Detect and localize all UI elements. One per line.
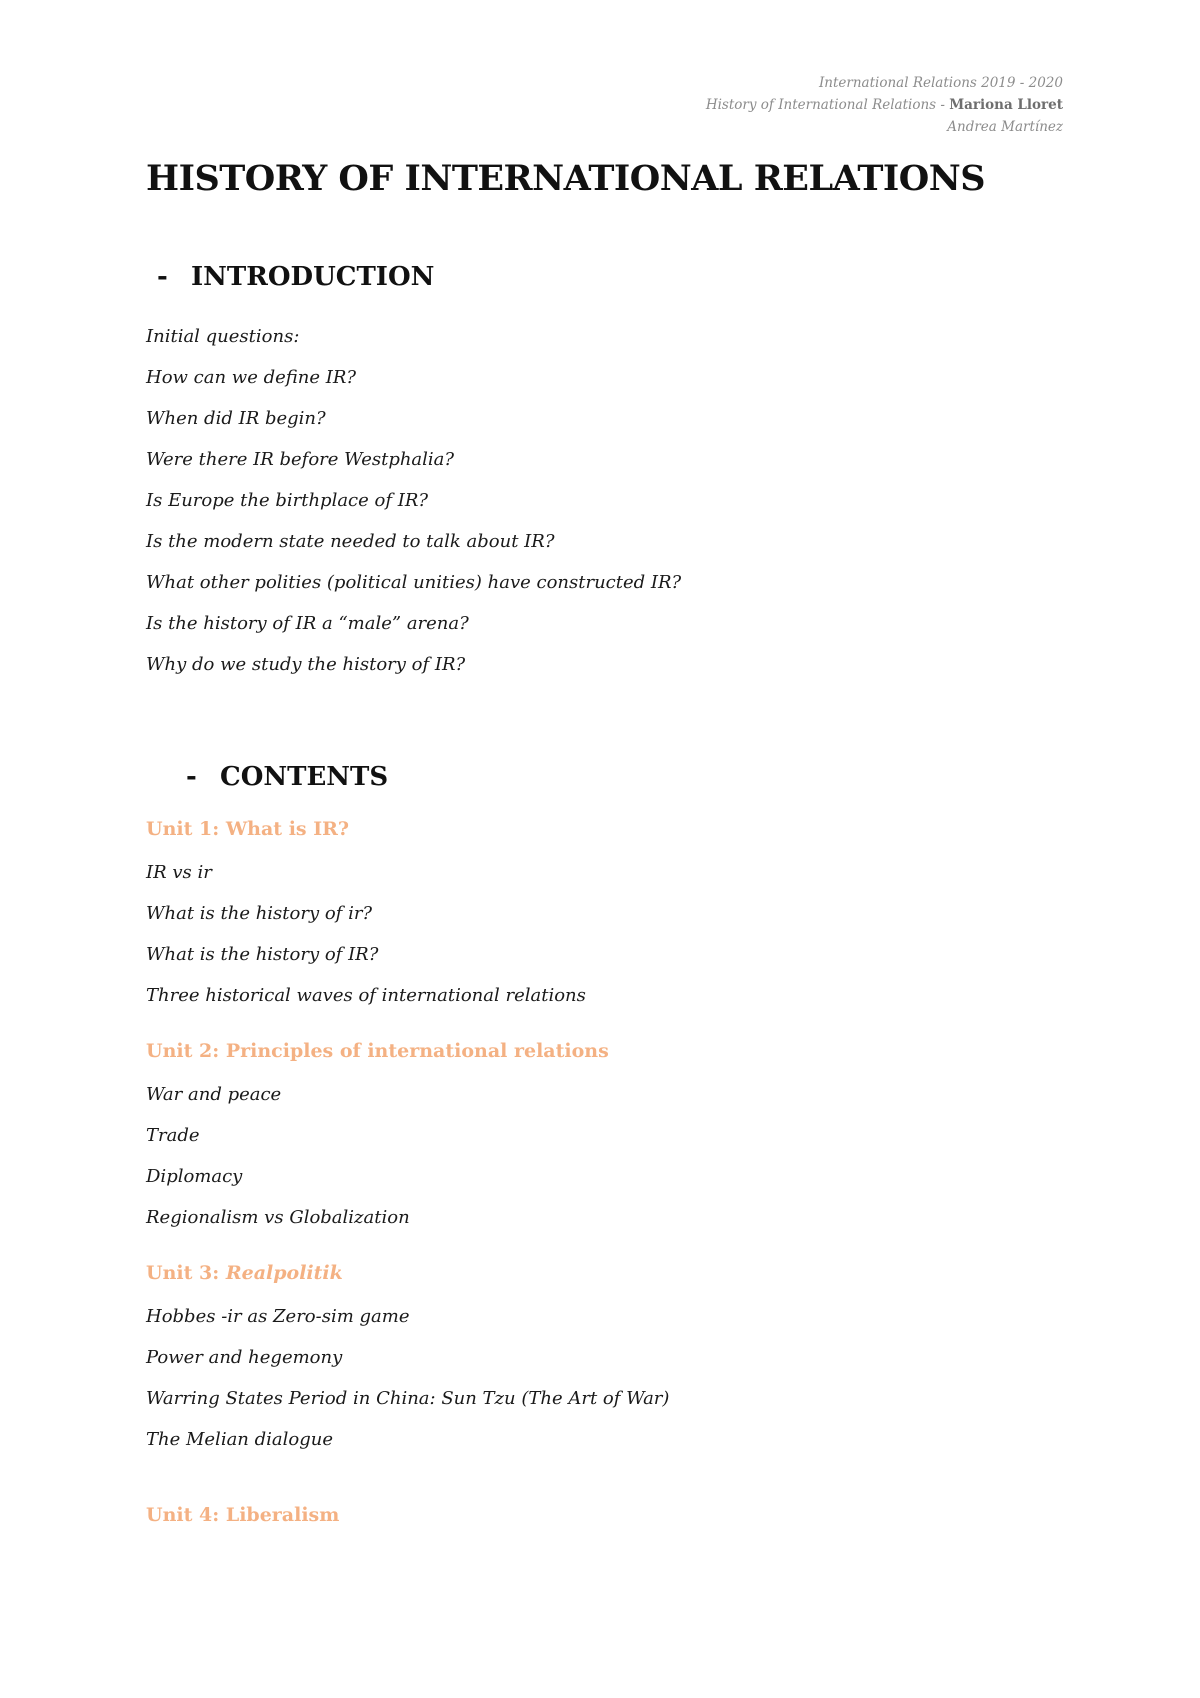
- header-teacher: Mariona Lloret: [949, 97, 1063, 113]
- intro-line: Why do we study the history of IR?: [146, 654, 466, 675]
- unit-1-topics: [146, 852, 586, 1016]
- topic-item: Hobbes -ir as Zero-sim game: [146, 1306, 410, 1327]
- intro-line: When did IR begin?: [146, 408, 326, 429]
- intro-line: What other polities (political unities) have constructed IR?: [146, 572, 682, 593]
- unit-3-topics: [146, 1296, 669, 1460]
- topic-item: IR vs ir: [146, 862, 212, 883]
- header-course: International Relations 2019 - 2020: [818, 75, 1063, 91]
- topic-item: Regionalism vs Globalization: [146, 1207, 410, 1228]
- topic-item: Warring States Period in China: Sun Tzu (The Art of War): [146, 1388, 670, 1409]
- topic-item: War and peace: [146, 1084, 282, 1105]
- unit-4-heading: Unit 4: Liberalism: [146, 1504, 340, 1526]
- topic-item: Power and hegemony: [146, 1347, 343, 1368]
- topic-item: What is the history of IR?: [146, 944, 379, 965]
- topic-item: What is the history of ir?: [146, 903, 373, 924]
- document-title: HISTORY OF INTERNATIONAL RELATIONS: [146, 158, 985, 199]
- intro-line: Is the history of IR a “male” arena?: [146, 613, 469, 634]
- introduction-questions: [146, 316, 681, 685]
- intro-line: Is the modern state needed to talk about IR?: [146, 531, 555, 552]
- header-author: Andrea Martínez: [947, 119, 1063, 135]
- header-subject-label: History of International Relations -: [705, 97, 950, 113]
- unit-3-heading: [146, 1262, 343, 1284]
- intro-line: Is Europe the birthplace of IR?: [146, 490, 429, 511]
- topic-item: Diplomacy: [146, 1166, 243, 1187]
- header-subject: [706, 94, 1063, 116]
- unit-3-prefix: Unit 3:: [146, 1262, 226, 1284]
- section-dash: -: [157, 262, 168, 292]
- intro-line: Initial questions:: [146, 326, 300, 347]
- section-contents: [186, 762, 388, 792]
- topic-item: Three historical waves of international relations: [146, 985, 586, 1006]
- section-heading-introduction: INTRODUCTION: [191, 262, 435, 292]
- unit-3-italic-title: Realpolitik: [225, 1262, 343, 1284]
- unit-1-heading: Unit 1: What is IR?: [146, 818, 350, 840]
- topic-item: The Melian dialogue: [146, 1429, 333, 1450]
- intro-line: How can we define IR?: [146, 367, 357, 388]
- topic-item: Trade: [146, 1125, 200, 1146]
- section-dash: -: [186, 762, 197, 792]
- section-introduction: [157, 262, 434, 292]
- intro-line: Were there IR before Westphalia?: [146, 449, 455, 470]
- unit-2-heading: Unit 2: Principles of international relations: [146, 1040, 609, 1062]
- unit-2-topics: [146, 1074, 410, 1238]
- section-heading-contents: CONTENTS: [220, 762, 389, 792]
- running-header: [706, 72, 1063, 138]
